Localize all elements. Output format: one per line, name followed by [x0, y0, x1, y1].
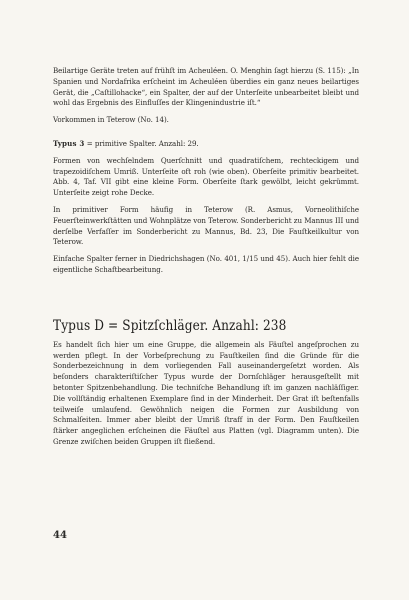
- paragraph-beilartige: Beilartige Geräte treten auf frühſt im Acheuléen. O. Menghin ſagt hierzu (S. 115): „In Spanien und Nordafrika erſcheint im Acheuléen überdies ein ganz neues beilartiges Gerät, die „Caſtillohacke“, ein Spalter, der auf der Unterſeite unbearbeitet bleibt und wohl das Ergebnis des Einfluſſes der Klingenindustrie iſt.“: [53, 66, 359, 108]
- typus-d-heading: Typus D = Spitzſchläger. Anzahl: 238: [53, 317, 287, 334]
- paragraph-vorkommen: Vorkommen in Teterow (No. 14).: [53, 115, 169, 125]
- paragraph-formen: Formen von wechſelndem Querſchnitt und quadratiſchem, rechteckigem und trapezoidiſchem Umriß. Unterſeite oft roh (wie oben). Oberſeite primitiv bearbeitet. Abb. 4, Taf. VII gibt eine kleine Form. Oberſeite ſtark gewölbt, leicht gekrümmt. Unterſeite zeigt rohe Decke.: [53, 155, 359, 198]
- typus-3-heading: [53, 139, 359, 150]
- text-column: [53, 66, 359, 448]
- typus-3-title: = primitive Spalter. Anzahl: 29.: [84, 138, 199, 148]
- paragraph-einfache-spalter: Einfache Spalter ferner in Diedrichshagen (No. 401, 1/15 und 45). Auch hier fehlt die eigentliche Schaftbearbeitung.: [53, 254, 359, 274]
- page-number: 44: [53, 530, 67, 541]
- paragraph-primitiver-form: In primitiver Form häufig in Teterow (R. Asmus, Vorneolithiſche Feuerſteinwerkſtätten und Wohnplätze von Teterow. Sonderbericht zu Mannus III und derſelbe Verfaſſer im Sonderbericht zu Mannus, Bd. 23, Die Fauſtkeilkultur von Teterow.: [53, 204, 359, 247]
- paragraph-gruppe: Es handelt ſich hier um eine Gruppe, die allgemein als Fäuſtel angeſprochen zu werden pflegt. In der Vorbeſprechung zu Fauſtkeilen ſind die Gründe für die Sonderbezeichnung in dem vorliegenden Fall auseinandergeſetzt worden. Als beſonders charakteriſtiſcher Typus wurde der Dornſchläger herausgeſtellt mit betonter Spitzenbehandlung. Die techniſche Behandlung iſt im ganzen nachläſſiger. Die vollſtändig erhaltenen Exemplare ſind in der Minderheit. Der Grat iſt beſtenfalls teilweiſe umlaufend. Gewöhnlich neigen die Formen zur Ausbildung von Schmalſeiten. Immer aber bleibt der Umriß ſtraff in der Form. Den Fauſtkeilen ſtärker angeglichen erſcheinen die Fäuſtel aus Platten (vgl. Diagramm unten). Die Grenze zwiſchen beiden Gruppen iſt fließend.: [53, 339, 359, 446]
- typus-3-label: Typus 3: [53, 138, 85, 148]
